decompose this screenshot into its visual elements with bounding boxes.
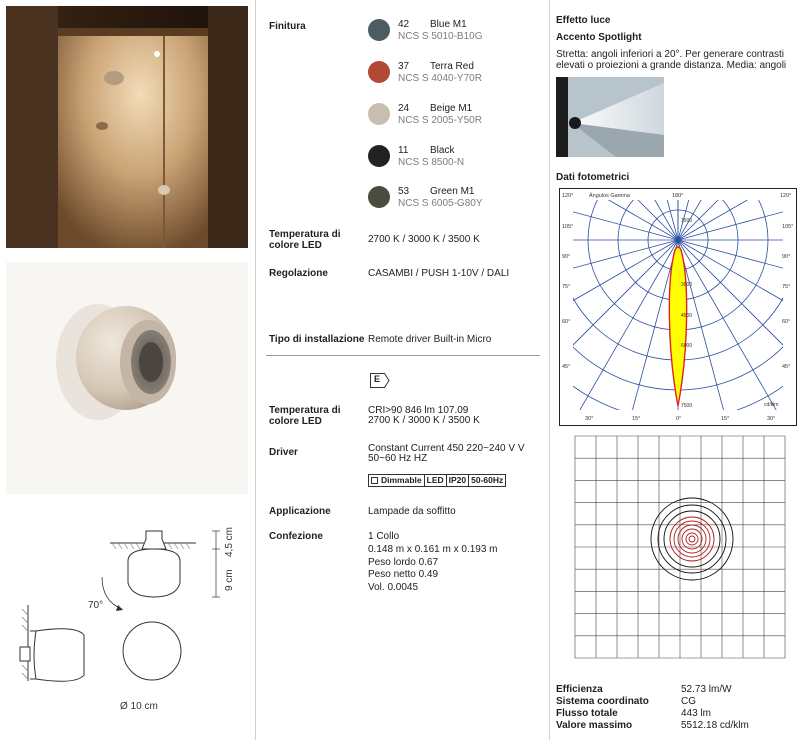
light-panel	[556, 0, 800, 740]
packaging-label: Confezione	[269, 531, 323, 542]
intensity-tick: 1500	[681, 218, 693, 224]
color-swatch	[368, 145, 390, 167]
dimming-value: CASAMBI / PUSH 1-10V / DALI	[368, 268, 510, 279]
ip-rating-tag: IP20	[446, 475, 469, 486]
efficiency-value: 52.73 lm/W	[681, 684, 732, 695]
angle-tick: 120°	[780, 193, 792, 199]
angle-tick: 15°	[632, 416, 641, 422]
angle-tick: 105°	[562, 224, 574, 230]
led-tag: LED	[424, 475, 446, 486]
color-temp-value: 2700 K / 3000 K / 3500 K	[368, 234, 480, 245]
packaging-line: Peso netto 0.49	[368, 569, 439, 580]
intensity-tick: 6000	[681, 343, 693, 349]
angle-tick: 180°	[672, 193, 684, 199]
packaging-line: 1 Collo	[368, 531, 400, 542]
unit-label: cd/klm	[764, 402, 779, 408]
frequency-tag: 50-60Hz	[468, 475, 505, 486]
total-flux-label: Flusso totale	[556, 708, 618, 719]
angle-tick: 60°	[562, 319, 571, 325]
application-label: Applicazione	[269, 506, 331, 517]
color-swatch	[368, 186, 390, 208]
light-effect-title: Effetto luce	[556, 15, 611, 26]
coordinate-system-label: Sistema coordinato	[556, 696, 649, 707]
driver-label: Driver	[269, 447, 298, 458]
angle-tick: 60°	[782, 319, 791, 325]
color-swatch	[368, 19, 390, 41]
install-type-label: Tipo di installazione	[269, 334, 365, 345]
spotlight-effect-image	[556, 77, 664, 157]
specifications-panel: Finitura 42 Blue M1 NCS S 5010-B10G 37 Terra Red NCS S 4040-Y70R 24 Beige M1 NCS S 2005-Y50R 11 Black NCS S 8500-N 53 Green M1 NCS S 6005-G80Y Temperatura di colore LED 2700 K / 3000 K / 3500 K Regolazione CASAMBI / PUSH 1-10V / DALI Tipo di installazione Remote driver Built-in Micro E Temperatura di colore LED CRI>90 846 lm 107.09 2700 K / 3000 K / 3500 K Driver Constant Current 450 220~240 V V 50~60 Hz HZ Dimmable LED IP20 50-60Hz Applicazione Lampade da soffitto Confezione 1 Collo 0.148 m x 0.161 m x 0.193 m Peso lordo 0.67 Peso netto 0.49 Vol. 0.0045	[260, 0, 548, 740]
packaging-line: 0.148 m x 0.161 m x 0.193 m	[368, 544, 498, 555]
angle-tick: 120°	[562, 193, 574, 199]
dimmable-tag: Dimmable	[369, 475, 424, 486]
color-temp-label: Temperatura di colore LED	[269, 229, 341, 251]
finish-label: Finitura	[269, 21, 306, 32]
efficiency-label: Efficienza	[556, 684, 603, 695]
dimming-label: Regolazione	[269, 268, 328, 279]
application-value: Lampade da soffitto	[368, 506, 456, 517]
coordinate-system-value: CG	[681, 696, 696, 707]
diameter-label: Ø 10 cm	[120, 701, 158, 712]
intensity-tick: 7500	[681, 403, 693, 409]
angle-tick: 90°	[782, 254, 791, 260]
light-effect-name: Accento Spotlight	[556, 32, 642, 43]
column-divider	[549, 0, 550, 740]
packaging-line: Vol. 0.0045	[368, 582, 419, 593]
angle-tick: 0°	[676, 416, 682, 422]
light-effect-description: Stretta: angoli inferiori a 20°. Per generare contrasti elevati o proiezioni a grande distanza. Media: angoli	[556, 49, 787, 71]
color-swatch	[368, 103, 390, 125]
intensity-tick: 3000	[681, 282, 693, 288]
intensity-tick: 4500	[681, 313, 693, 319]
angle-tick: 75°	[562, 284, 571, 290]
divider	[266, 355, 540, 356]
angle-tick: 30°	[767, 416, 776, 422]
installation-photo	[6, 6, 248, 248]
polar-photometric-chart	[559, 188, 797, 426]
checkbox-icon	[371, 477, 378, 484]
led-label: Temperatura di colore LED	[269, 405, 341, 427]
column-divider	[255, 0, 256, 740]
led-value-line2: 2700 K / 3000 K / 3500 K	[368, 415, 480, 426]
height-top-label: 4,5 cm	[224, 526, 235, 557]
max-value-value: 5512.18 cd/klm	[681, 720, 749, 731]
angle-tick: 105°	[782, 224, 794, 230]
total-flux-value: 443 lm	[681, 708, 712, 719]
driver-value-line1: Constant Current 450 220~240 V V	[368, 443, 525, 454]
axis-title: Ángulos Gamma	[589, 193, 630, 199]
angle-tick: 15°	[721, 416, 730, 422]
energy-class-badge: E	[370, 373, 390, 388]
product-image	[6, 262, 248, 494]
angle-label: 70°	[88, 600, 104, 611]
angle-tick: 45°	[782, 364, 791, 370]
color-swatch	[368, 61, 390, 83]
feature-tags	[368, 474, 506, 487]
angle-tick: 90°	[562, 254, 571, 260]
packaging-line: Peso lordo 0.67	[368, 557, 439, 568]
photometric-title: Dati fotometrici	[556, 172, 630, 183]
max-value-label: Valore massimo	[556, 720, 633, 731]
led-value-line1: CRI>90 846 lm 107.09	[368, 405, 469, 416]
height-body-label: 9 cm	[224, 569, 235, 591]
dimensions-drawing	[6, 505, 248, 735]
isolux-chart	[561, 432, 799, 672]
angle-tick: 75°	[782, 284, 791, 290]
install-type-value: Remote driver Built-in Micro	[368, 334, 492, 345]
driver-value-line2: 50~60 Hz HZ	[368, 453, 428, 464]
angle-tick: 30°	[585, 416, 594, 422]
angle-tick: 45°	[562, 364, 571, 370]
